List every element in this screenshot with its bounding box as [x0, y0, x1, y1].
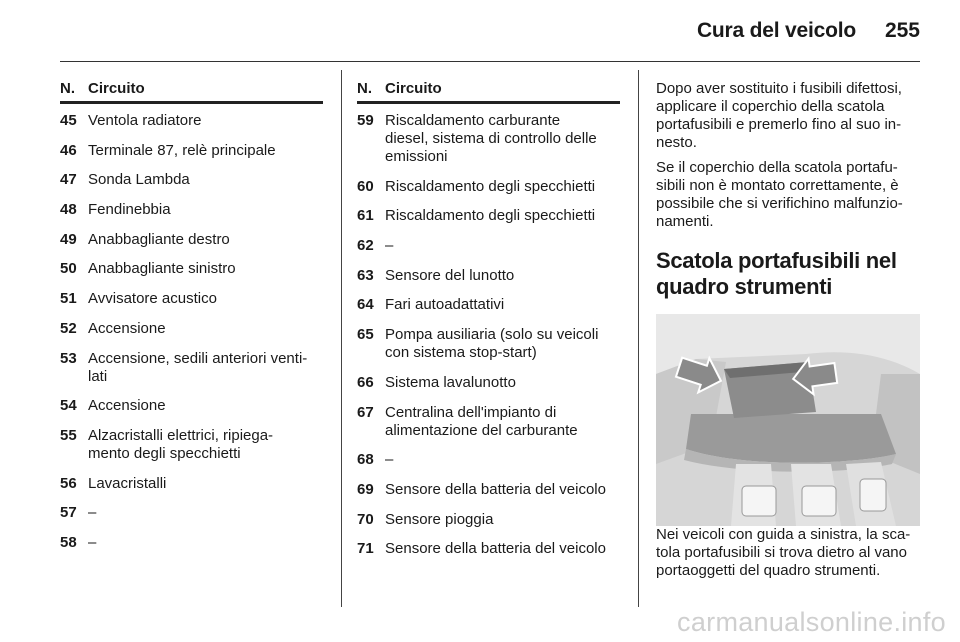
table-row [357, 296, 620, 314]
text-column [656, 80, 920, 587]
column-header-circuit: Circuito [88, 80, 145, 97]
fuse-number: 47 [60, 171, 77, 189]
fuse-box-illustration [656, 314, 920, 526]
fuse-number: 63 [357, 266, 374, 284]
fuse-number: 66 [357, 373, 374, 391]
table-row [60, 201, 323, 219]
table-row [60, 504, 323, 522]
fuse-number: 54 [60, 397, 77, 415]
table-row [60, 112, 323, 130]
table-row [357, 207, 620, 225]
column-header-circuit: Circuito [385, 80, 442, 97]
fuse-number: 65 [357, 326, 374, 344]
table-header [357, 80, 620, 104]
fuse-number: 50 [60, 260, 77, 278]
table-row [60, 290, 323, 308]
table-row [357, 326, 620, 362]
table-body [357, 112, 620, 558]
fuse-number: 56 [60, 474, 77, 492]
table-row [60, 534, 323, 552]
circuit-name: Alzacristalli elettrici, ripiega- mento degli specchietti [88, 426, 274, 462]
fuse-number: 45 [60, 112, 77, 129]
circuit-name: Anabbagliante sinistro [88, 260, 236, 278]
circuit-name: Sensore della batteria del veicolo [385, 480, 606, 498]
table-row [60, 397, 323, 415]
circuit-name: Sensore della batteria del veicolo [385, 540, 606, 558]
watermark-text: carmanualsonline.info [677, 607, 946, 637]
circuit-name: Terminale 87, relè principale [88, 141, 276, 159]
table-row [60, 260, 323, 278]
table-row [357, 178, 620, 196]
page-header [0, 0, 960, 62]
fuse-number: 46 [60, 141, 77, 159]
circuit-name: Sensore pioggia [385, 510, 494, 528]
table-body [60, 112, 323, 552]
table-row [60, 171, 323, 189]
table-row [60, 231, 323, 249]
column-header-n: N. [60, 80, 75, 97]
circuit-name: Riscaldamento degli specchietti [385, 207, 596, 225]
fuse-number: 58 [60, 533, 77, 551]
table-row [60, 475, 323, 493]
circuit-name: Fendinebbia [88, 201, 171, 219]
paragraph-replace-cover: Dopo aver sostituito i fusibili difettosi, applicare il coperchio della scatola portafusibili e premerlo fino al suo in- nesto. [656, 80, 902, 151]
header-divider [60, 61, 920, 62]
fuse-number: 60 [357, 177, 374, 195]
table-row [60, 142, 323, 160]
table-row [60, 350, 323, 386]
fuse-number: 59 [357, 112, 374, 129]
circuit-name: Sonda Lambda [88, 171, 190, 189]
table-row [357, 404, 620, 440]
circuit-name: – [385, 451, 394, 469]
circuit-name: Sistema lavalunotto [385, 373, 516, 391]
table-header [60, 80, 323, 104]
fuse-table-right [357, 80, 620, 570]
paragraph-cover-warning: Se il coperchio della scatola portafu- sibili non è montato correttamente, è possibile che si verifichino malfunzio- namenti. [656, 159, 903, 230]
column-divider-1 [341, 70, 342, 607]
circuit-name: – [88, 533, 97, 551]
fuse-box-drawing [656, 314, 920, 526]
table-row [357, 451, 620, 469]
table-row [60, 320, 323, 338]
fuse-number: 53 [60, 349, 77, 367]
table-row [357, 267, 620, 285]
figure-caption: Nei veicoli con guida a sinistra, la sca- tola portafusibili si trova dietro al vano portaoggetti del quadro strumenti. [656, 526, 911, 579]
circuit-name: Pompa ausiliaria (solo su veicoli con sistema stop-start) [385, 326, 599, 362]
circuit-name: Accensione [88, 319, 166, 337]
table-row [357, 540, 620, 558]
fuse-number: 68 [357, 451, 374, 469]
circuit-name: Lavacristalli [88, 474, 167, 492]
page-title: Cura del veicolo [696, 19, 856, 42]
section-heading: Scatola portafusibili nel quadro strumenti [656, 248, 897, 299]
circuit-name: – [385, 237, 394, 255]
circuit-name: Anabbagliante destro [88, 230, 230, 248]
circuit-name: Centralina dell'impianto di alimentazione del carburante [385, 403, 578, 439]
column-divider-2 [638, 70, 639, 607]
circuit-name: Riscaldamento carburante diesel, sistema di controllo delle emissioni [385, 112, 597, 165]
circuit-name: Sensore del lunotto [385, 266, 515, 284]
table-row [357, 237, 620, 255]
fuse-number: 71 [357, 540, 374, 558]
circuit-name: Avvisatore acustico [88, 290, 217, 308]
table-row [357, 511, 620, 529]
table-row [357, 374, 620, 392]
circuit-name: Accensione, sedili anteriori venti- lati [88, 349, 308, 385]
page-number: 255 [884, 19, 920, 42]
column-header-n: N. [357, 80, 372, 97]
fuse-number: 48 [60, 201, 77, 219]
fuse-number: 67 [357, 403, 374, 421]
fuse-number: 64 [357, 296, 374, 314]
table-row [357, 112, 620, 166]
circuit-name: Riscaldamento degli specchietti [385, 177, 596, 195]
circuit-name: Fari autoadattativi [385, 296, 505, 314]
table-row [60, 427, 323, 463]
fuse-number: 70 [357, 510, 374, 528]
fuse-number: 62 [357, 237, 374, 255]
fuse-number: 57 [60, 504, 77, 522]
circuit-name: – [88, 504, 97, 522]
fuse-number: 55 [60, 426, 77, 444]
fuse-number: 51 [60, 290, 77, 308]
fuse-number: 69 [357, 480, 374, 498]
fuse-number: 61 [357, 207, 374, 225]
circuit-name: Ventola radiatore [88, 112, 202, 129]
circuit-name: Accensione [88, 397, 166, 415]
fuse-number: 49 [60, 230, 77, 248]
fuse-table-left [60, 80, 323, 564]
table-row [357, 481, 620, 499]
fuse-number: 52 [60, 319, 77, 337]
